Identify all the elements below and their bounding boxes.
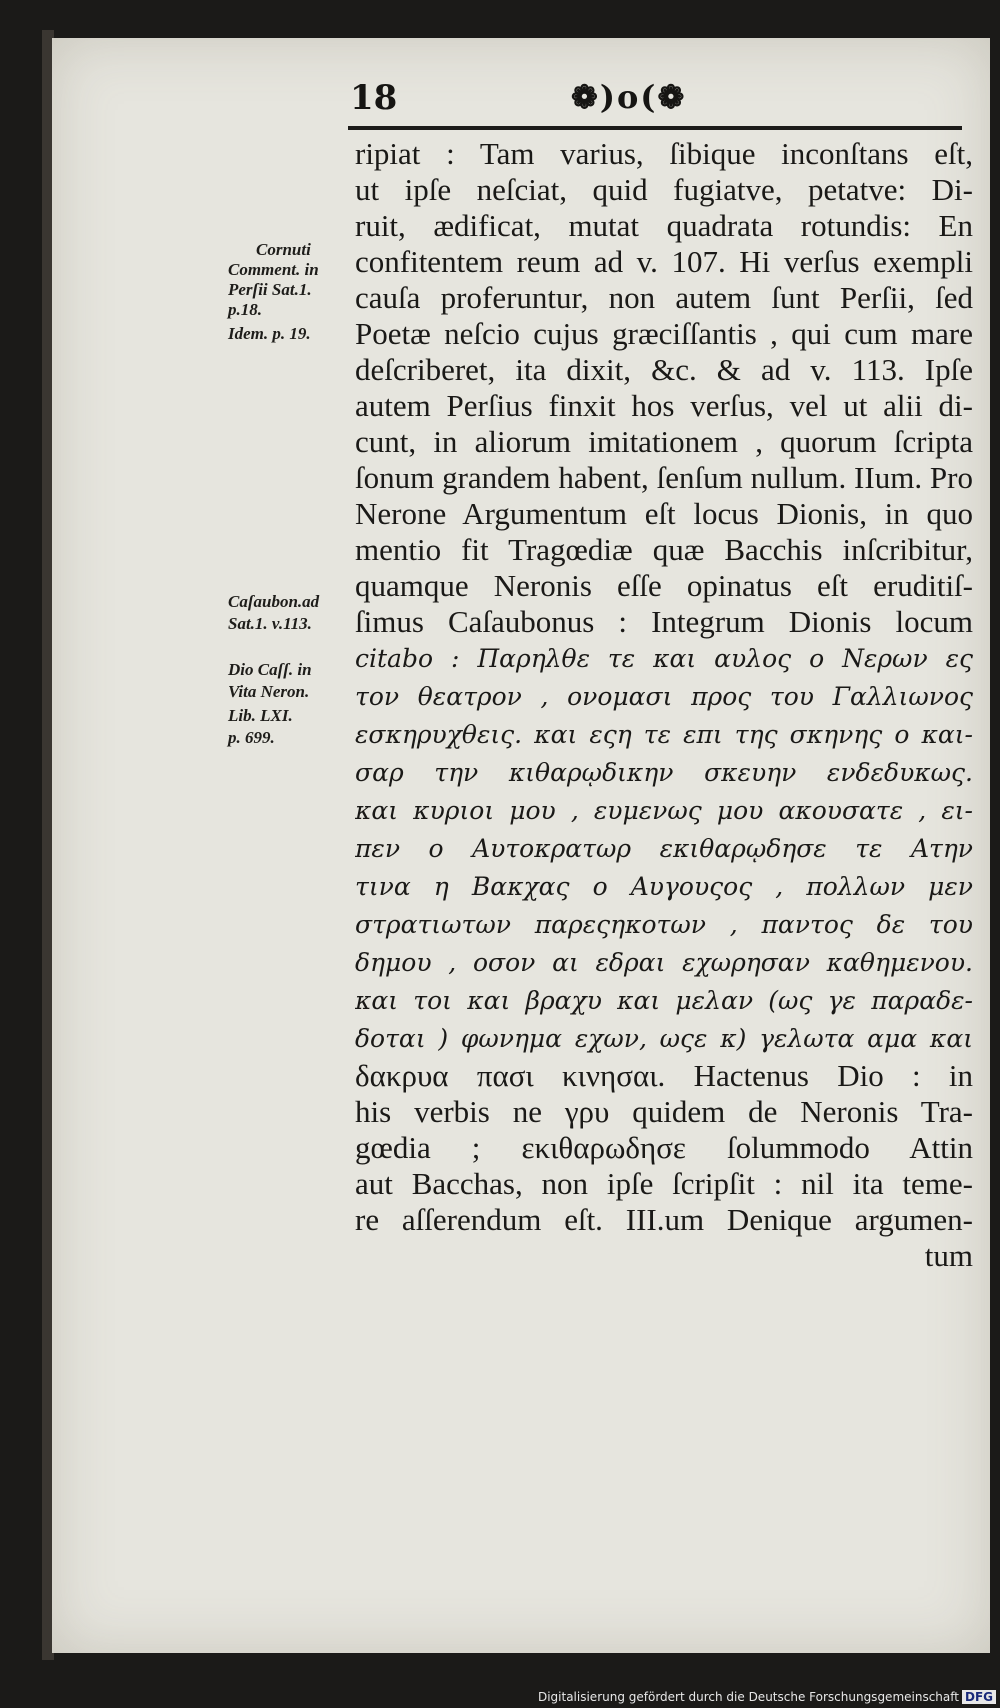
header-ornament: ❁)o(❁ xyxy=(571,78,687,116)
text-line: quamque Neronis eſſe opinatus eſt eruditiſ- xyxy=(355,568,973,603)
header-rule xyxy=(348,126,962,130)
text-line: Poetæ neſcio cujus græciſſantis , qui cum mare xyxy=(355,316,973,351)
margin-note: Cornuti xyxy=(256,240,311,259)
page-header xyxy=(346,78,966,126)
text-line: gœdia ; εκιθαρωδησε ſolummodo Attin xyxy=(355,1130,973,1165)
margin-note: p. 699. xyxy=(228,728,275,747)
text-line: ſimus Caſaubonus : Integrum Dionis locum xyxy=(355,604,973,639)
greek-text-line: και κυριοι μου , ευμενως μου ακουσατε , ει- xyxy=(355,796,973,825)
text-line: ut ipſe neſciat, quid fugiatve, petatve: Di- xyxy=(355,172,973,207)
greek-text-line: citabo : Παρηλθε τε και αυλος ο Νερων ες xyxy=(355,644,973,673)
margin-note: Dio Caſſ. in xyxy=(228,660,312,679)
text-line: ſonum grandem habent, ſenſum nullum. IIum. Pro xyxy=(355,460,973,495)
greek-text-line: σαρ την κιθαρῳδικην σκευην ενδεδυκως. xyxy=(355,758,973,787)
text-line: his verbis ne γρυ quidem de Neronis Tra- xyxy=(355,1094,973,1129)
text-line: ruit, ædificat, mutat quadrata rotundis: En xyxy=(355,208,973,243)
margin-note: Vita Neron. xyxy=(228,682,310,701)
text-line: Nerone Argumentum eſt locus Dionis, in quo xyxy=(355,496,973,531)
margin-note: Lib. LXI. xyxy=(228,706,293,725)
greek-text-line: πεν ο Αυτοκρατωρ εκιθαρῳδησε τε Ατην xyxy=(355,834,973,863)
margin-note: Idem. p. 19. xyxy=(228,324,311,343)
greek-text-line: και τοι και βραχυ και μελαν (ως γε παραδε- xyxy=(355,986,973,1015)
text-line: δακρυα πασι κινησαι. Hactenus Dio : in xyxy=(355,1058,973,1093)
text-line: cunt, in aliorum imitationem , quorum ſcripta xyxy=(355,424,973,459)
text-line: cauſa proferuntur, non autem ſunt Perſii, ſed xyxy=(355,280,973,315)
greek-text-line: εσκηρυχθεις. και εςη τε επι της σκηνης ο και- xyxy=(355,720,973,749)
page-number: 18 xyxy=(350,78,398,118)
text-line: confitentem reum ad v. 107. Hi verſus exempli xyxy=(355,244,973,279)
catchword: tum xyxy=(924,1238,973,1273)
greek-text-line: δημου , οσον αι εδραι εχωρησαν καθημενου. xyxy=(355,948,973,977)
text-line: aut Bacchas, non ipſe ſcripſit : nil ita teme- xyxy=(355,1166,973,1201)
margin-note: Sat.1. v.113. xyxy=(228,614,312,633)
greek-text-line: δοται ) φωνημα εχων, ωςε κ) γελωτα αμα και xyxy=(355,1024,973,1053)
margin-note: Perſii Sat.1. xyxy=(228,280,312,299)
text-line: deſcriberet, ita dixit, &c. & ad v. 113. Ipſe xyxy=(355,352,973,387)
text-line: ripiat : Tam varius, ſibique inconſtans eſt, xyxy=(355,136,973,171)
margin-note: Caſaubon.ad xyxy=(228,592,320,611)
dfg-logo: DFG xyxy=(962,1690,996,1704)
greek-text-line: τινα η Βακχας ο Αυγουςος , πολλων μεν xyxy=(355,872,973,901)
text-line: autem Perſius finxit hos verſus, vel ut alii di- xyxy=(355,388,973,423)
main-text-block xyxy=(355,136,973,1274)
text-line: mentio fit Tragœdiæ quæ Bacchis inſcribitur, xyxy=(355,532,973,567)
digitization-credit xyxy=(538,1690,996,1704)
greek-text-line: στρατιωτων παρεςηκοτων , παντος δε του xyxy=(355,910,973,939)
credit-text: Digitalisierung gefördert durch die Deutsche Forschungsgemeinschaft xyxy=(537,1690,959,1704)
margin-note: p.18. xyxy=(228,300,262,319)
margin-note: Comment. in xyxy=(228,260,319,279)
text-line: re aſſerendum eſt. III.um Denique argumen- xyxy=(355,1202,973,1237)
greek-text-line: τον θεατρον , ονομασι προς του Γαλλιωνος xyxy=(355,682,973,711)
